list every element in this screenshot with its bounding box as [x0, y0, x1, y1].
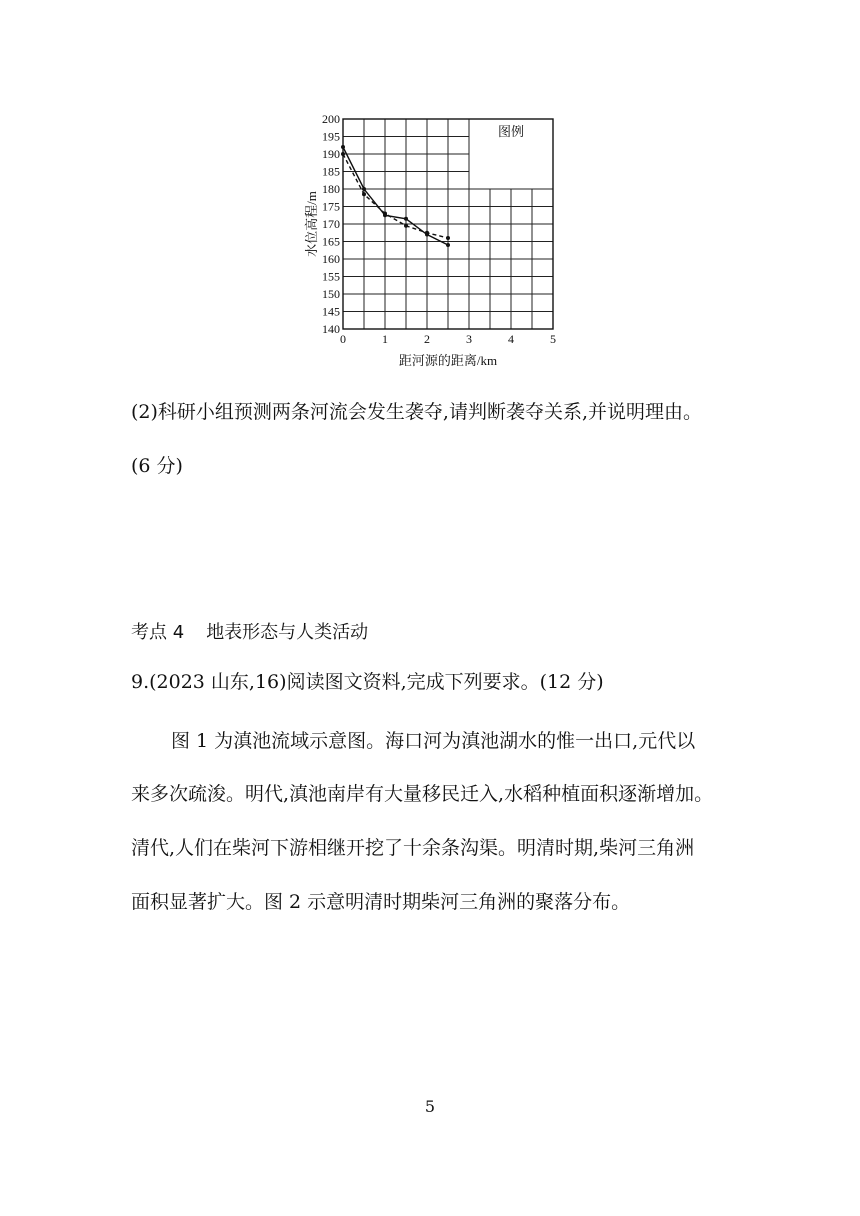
y-tick-label: 145: [322, 304, 340, 319]
section-heading: [131, 624, 368, 642]
paragraph-line-2: 来多次疏浚。明代,滇池南岸有大量移民迁入,水稻种植面积逐渐增加。: [131, 783, 714, 805]
x-tick-label: 1: [382, 332, 388, 346]
section-label: 考点 4: [131, 622, 185, 643]
paragraph-line-1: 图 1 为滇池流域示意图。海口河为滇池湖水的惟一出口,元代以: [171, 730, 696, 752]
y-tick-label: 150: [322, 287, 340, 301]
chart-series: [341, 145, 450, 247]
legend-label: 图例: [497, 124, 525, 139]
y-tick-label: 170: [322, 217, 340, 231]
x-tick-label: 0: [340, 332, 346, 346]
y-tick-label: 160: [322, 252, 340, 266]
data-point: [425, 231, 429, 235]
chart-ticks: [322, 112, 556, 346]
chart-grid: [343, 119, 553, 329]
question-9-header: 9.(2023 山东,16)阅读图文资料,完成下列要求。(12 分): [131, 671, 604, 693]
x-axis-label: 距河源的距离/km: [398, 353, 498, 368]
y-tick-label: 195: [322, 129, 340, 144]
data-point: [383, 212, 387, 216]
data-point: [341, 152, 345, 156]
data-point: [341, 145, 345, 149]
water-level-chart: [300, 110, 570, 375]
series-line-dashed: [343, 154, 448, 238]
section-title: 地表形态与人类活动: [206, 622, 369, 643]
data-point: [362, 187, 366, 191]
data-point: [362, 192, 366, 196]
x-tick-label: 2: [424, 332, 430, 346]
y-tick-label: 185: [322, 164, 340, 179]
data-point: [446, 236, 450, 240]
y-tick-label: 140: [322, 322, 340, 336]
page-number: 5: [424, 1097, 436, 1116]
paragraph-line-4: 面积显著扩大。图 2 示意明清时期柴河三角洲的聚落分布。: [131, 891, 631, 913]
y-tick-label: 180: [322, 182, 340, 196]
question-2-line-1: (2)科研小组预测两条河流会发生袭夺,请判断袭夺关系,并说明理由。: [131, 401, 702, 423]
y-tick-label: 200: [322, 112, 340, 126]
data-point: [446, 243, 450, 247]
series-line-solid: [343, 147, 448, 245]
paragraph-line-3: 清代,人们在柴河下游相继开挖了十余条沟渠。明清时期,柴河三角洲: [131, 837, 695, 859]
x-tick-label: 4: [508, 332, 514, 346]
y-tick-label: 175: [322, 199, 340, 214]
y-tick-label: 190: [322, 147, 340, 161]
x-tick-label: 3: [466, 332, 472, 346]
data-point: [404, 224, 408, 228]
data-point: [404, 217, 408, 221]
chart-canvas: [300, 110, 570, 375]
x-tick-label: 5: [550, 332, 556, 346]
y-axis-label: 水位高程/m: [304, 191, 319, 257]
y-tick-label: 155: [322, 269, 340, 284]
question-2-line-2: (6 分): [131, 455, 183, 477]
y-tick-label: 165: [322, 234, 340, 249]
